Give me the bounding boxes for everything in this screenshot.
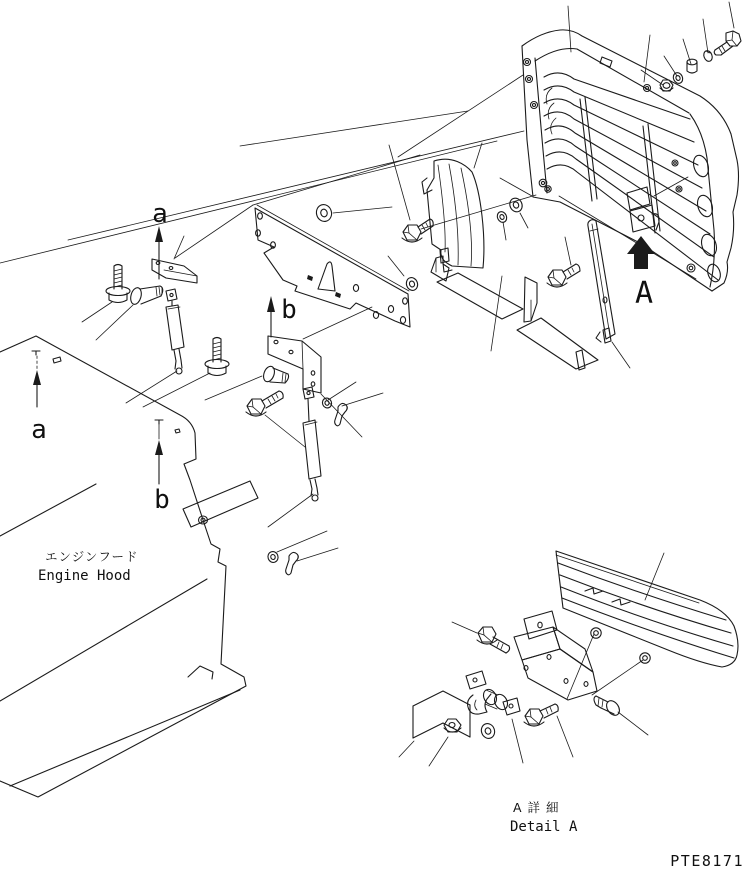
view-arrow-label: A: [634, 276, 654, 311]
leader-lines: [0, 2, 734, 561]
detail-bracket: [514, 611, 597, 700]
drawing-number: PTE8171: [670, 852, 744, 870]
detail-washer: [479, 722, 496, 741]
hood-caption-jp: エンジンフード: [45, 549, 139, 564]
detail-bolt-right: [592, 660, 648, 735]
ref-label-b-lower: b: [154, 485, 170, 515]
ref-label-b-upper: b: [281, 295, 297, 325]
detail-bolt-upper: [452, 622, 510, 653]
washer-plate-top: [315, 203, 334, 223]
washer-hood: [266, 550, 279, 564]
view-arrow-a: [627, 236, 655, 311]
detail-a-view: [399, 551, 738, 766]
detail-grille-piece: [556, 551, 738, 667]
grille-side-holes: [691, 153, 723, 283]
bolt-flange-hex-b: [246, 391, 283, 416]
engine-hood: [0, 336, 258, 797]
cap-screw-b: [262, 365, 289, 383]
detail-latch: [466, 671, 523, 763]
cap-screw-a: [129, 286, 163, 306]
ref-marker-a-upper: [152, 199, 168, 279]
spacer-top-right: [687, 59, 697, 73]
ref-marker-b-upper: [267, 295, 297, 337]
gas-spring-b: [303, 387, 321, 501]
hood-caption-en: Engine Hood: [38, 568, 131, 584]
detail-bolt-lower: [524, 704, 573, 757]
washer-b: [321, 397, 333, 409]
detail-caption-jp: A 詳 細: [513, 800, 560, 815]
detail-caption-en: Detail A: [510, 819, 578, 835]
ref-label-a-lower: a: [31, 415, 47, 445]
gas-spring-a: [166, 289, 184, 374]
washer-duct-right: [496, 210, 509, 224]
bolt-flange-hex-center: [402, 219, 433, 242]
air-duct-cover: [422, 159, 484, 272]
hinge-bracket-b: [268, 336, 321, 393]
bolt-flange-vertical-a: [106, 265, 130, 303]
bolt-flange-vertical-b: [205, 338, 229, 376]
mounting-plate: [255, 205, 410, 327]
side-strip-panel: [588, 220, 615, 343]
clip-hood: [286, 552, 299, 574]
support-bracket: [431, 256, 598, 370]
ref-label-a-upper: a: [152, 199, 168, 229]
ref-marker-a-lower: [31, 356, 47, 445]
bolt-top-right: [714, 31, 741, 55]
bolt-flange-hex-strip: [547, 264, 580, 287]
detail-nut: [444, 719, 461, 732]
ref-marker-b-lower: [154, 424, 170, 515]
